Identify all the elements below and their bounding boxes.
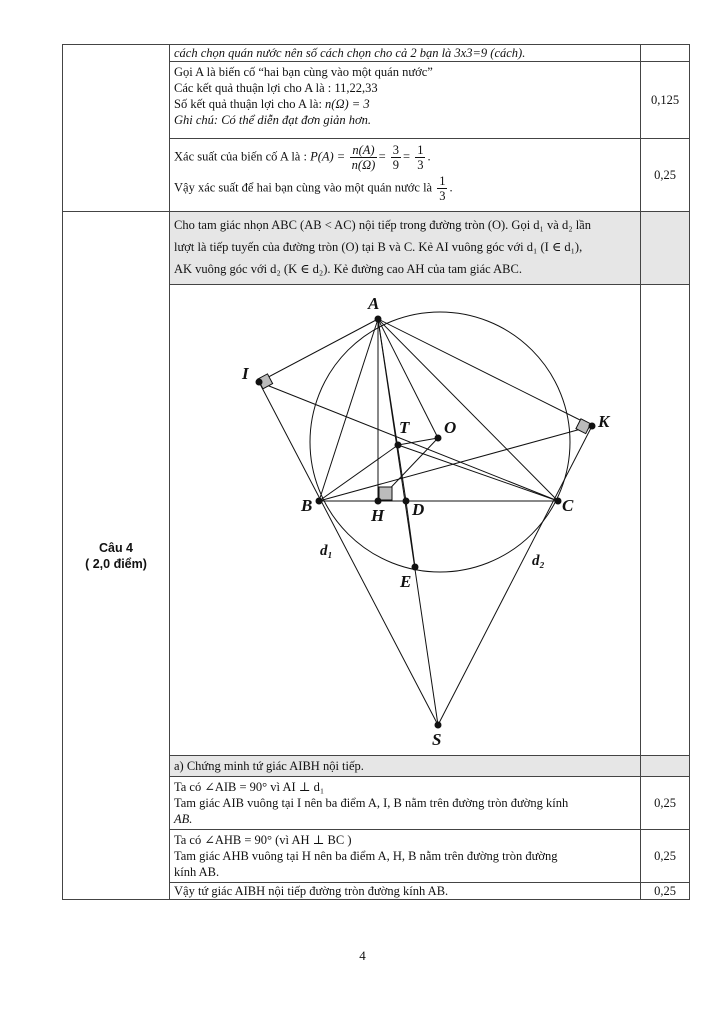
point-K [589,423,596,430]
geometry-figure [170,285,690,751]
label-B: B [301,496,313,515]
label-O: O [444,418,457,437]
proof-line: Ta có ∠AHB = 90° (vì AH ⊥ BC ) [174,833,352,847]
score-value: 0,25 [641,777,690,830]
probability-lhs: P(A) = [310,149,346,164]
score-value: 0,25 [641,883,690,900]
favorable-count-label: Số kết quả thuận lợi cho A là: [174,97,322,111]
proof-line: Tam giác AHB vuông tại H nên ba điểm A, H, B nằm trên đường tròn đường [174,849,558,863]
probability-label: Xác suất của biến cố A là : [174,149,307,164]
statement-line: AK vuông góc với d₂ (K ∈ d₂). Kẻ đường cao AH của tam giác ABC. [174,262,522,276]
label-T: T [399,418,410,437]
proof-line: Tam giác AIB vuông tại I nên ba điểm A, I, B nằm trên đường tròn đường kính [174,796,569,810]
note-text: Ghi chú: Có thể diễn đạt đơn giản hơn. [174,113,372,127]
answer-key-page [62,44,690,900]
point-I [256,379,263,386]
label-C: C [562,496,574,515]
point-O [435,435,442,442]
label-I: I [242,364,249,383]
proof-line: Ta có ∠AIB = 90° vì AI ⊥ d₁ [174,780,325,794]
proof-line: AB. [174,812,193,826]
question-points: ( 2,0 điểm) [85,556,147,571]
page-number: 4 [359,948,366,963]
event-definition: Gọi A là biến cố “hai bạn cùng vào một quán nước” [174,65,433,79]
label-K: K [598,412,610,431]
probability-cell [170,139,641,212]
favorable-outcomes: Các kết quả thuận lợi cho A là : 11,22,33 [174,81,378,95]
label-A: A [368,294,380,313]
label-E: E [400,572,412,591]
probability-formula-line: Xác suất của biến cố A là : P(A) = $\frac{n(A)}{n(\Omega)}$ = $\frac{3}{9}$ = $\frac{1}{3}$ . [174,143,431,172]
fraction-conclusion: $\frac{1}{3}$ [439,174,446,203]
proof-step-1 [170,777,641,830]
label-S: S [432,730,442,749]
fraction-n-over-omega: $\frac{n(A)}{n(\Omega)}$ [351,143,376,172]
empty-score-cell [641,212,690,285]
empty-score-cell [641,45,690,62]
point-A [375,316,382,323]
fraction-1-over-3: $\frac{1}{3}$ [417,143,424,172]
segment-AK [378,319,592,426]
statement-line: lượt là tiếp tuyến của đường tròn (O) tại B và C. Kẻ AI vuông góc với d₁ (I ∈ d₁), [174,240,583,254]
tangent-d2 [438,426,592,725]
continuation-text: cách chọn quán nước nên số cách chọn cho cả 2 bạn là 3x3=9 (cách). [170,45,641,62]
segment-AB [319,319,378,501]
empty-score-cell [641,756,690,777]
label-d2: d₂ [532,553,545,569]
tangent-d1 [259,382,438,725]
right-angle-K-marker [576,419,591,434]
circumcircle-O [310,312,570,572]
probability-conclusion: Vậy xác suất để hai bạn cùng vào một quán nước là [174,180,433,195]
part-a-title: a) Chứng minh tứ giác AIBH nội tiếp. [170,756,641,777]
point-S [435,722,442,729]
label-H: H [371,506,385,525]
point-D [403,498,410,505]
point-B [316,498,323,505]
table-row [63,45,690,62]
score-value: 0,125 [641,62,690,139]
point-E [412,564,419,571]
probability-conclusion-line: Vậy xác suất để hai bạn cùng vào một quán nước là $\frac{1}{3}$ . [174,174,453,203]
point-T [395,442,402,449]
score-value: 0,25 [641,830,690,883]
question-label: Câu 4 [98,540,134,555]
right-angle-H-marker [379,487,392,500]
favorable-count-formula: n(Ω) = 3 [325,97,370,111]
table-row [63,212,690,285]
label-D: D [412,500,425,519]
question-label-cell [63,212,170,900]
answer-table [62,44,690,900]
segment-IC [259,382,558,501]
geometry-figure-cell [170,285,641,756]
problem-statement [170,212,641,285]
score-value: 0,25 [641,139,690,212]
segment-BK [319,426,592,501]
event-definition-cell [170,62,641,139]
point-C [555,498,562,505]
segment-AC [378,319,558,501]
fraction-3-over-9: $\frac{3}{9}$ [392,143,400,172]
favorable-count [174,96,636,112]
label-d1: d₁ [320,543,333,559]
empty-left-cell [63,45,170,212]
point-H [375,498,382,505]
proof-line: kính AB. [174,865,220,879]
statement-line: Cho tam giác nhọn ABC (AB < AC) nội tiếp trong đường tròn (O). Gọi d₁ và d₂ lần [174,218,591,232]
proof-step-2 [170,830,641,883]
proof-conclusion: Vậy tứ giác AIBH nội tiếp đường tròn đường kính AB. [170,883,641,900]
